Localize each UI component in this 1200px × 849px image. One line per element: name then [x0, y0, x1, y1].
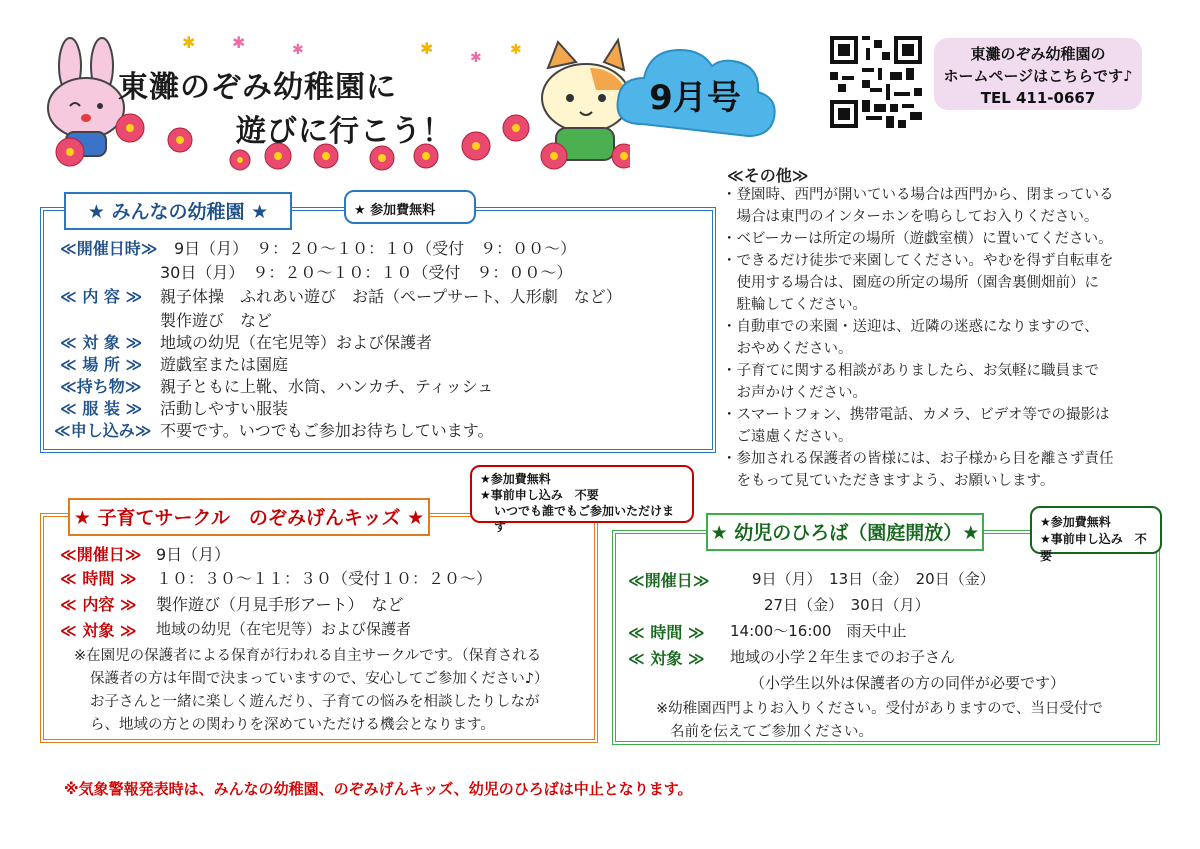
hiroba-text-date1: 9日（月） 13日（金） 20日（金） [752, 570, 995, 588]
sparkle-stars [182, 33, 522, 66]
minna-text-content2: 製作遊び など [160, 311, 273, 330]
hiroba-bubble-line2: ★事前申し込み 不要 [1040, 532, 1147, 563]
minna-text-items: 親子ともに上靴、水筒、ハンカチ、ティッシュ [160, 377, 494, 396]
circle-bubble-line3: いつでも誰でもご参加いただけます [494, 504, 675, 534]
issue-label: 9月号 [649, 78, 741, 118]
other-line: ・参加される保護者の皆様には、お子様から目を離さず責任 [722, 451, 1114, 467]
hiroba-text-time: 14:00～16:00 雨天中止 [730, 622, 907, 640]
title-line2: 遊びに行こう！ [236, 114, 453, 149]
hiroba-label-time: ≪ 時間 ≫ [628, 623, 705, 642]
svg-text:✱: ✱ [510, 42, 522, 58]
svg-text:✱: ✱ [182, 33, 196, 52]
qr-code-icon[interactable] [830, 36, 922, 128]
circle-note: ※在園児の保護者による保育が行われる自主サークルです。（保育される [74, 648, 542, 664]
other-line: ・できるだけ徒歩で来園してください。やむを得ず自転車を [722, 253, 1114, 269]
other-line: ・自動車での来園・送迎は、近隣の迷惑になりますので、 [722, 319, 1099, 335]
hp-phone: TEL 411-0667 [980, 89, 1096, 107]
other-heading: ≪その他≫ [727, 166, 809, 185]
footer-warning: ※気象警報発表時は、みんなの幼稚園、のぞみげんキッズ、幼児のひろばは中止となります。 [64, 780, 693, 798]
other-line: ・スマートフォン、携帯電話、カメラ、ビデオ等での撮影は [722, 407, 1110, 423]
minna-text-target: 地域の幼児（在宅児等）および保護者 [160, 333, 433, 352]
circle-text-content: 製作遊び（月見手形アート） など [156, 595, 404, 614]
other-line: おやめください。 [722, 341, 853, 357]
rabbit-icon [48, 38, 124, 156]
minna-text-date2: 30日（月） ９：２０～１０：１０（受付 ９：００～） [160, 263, 573, 282]
circle-text-target: 地域の幼児（在宅児等）および保護者 [156, 620, 412, 638]
title-line1: 東灘のぞみ幼稚園に [118, 70, 397, 105]
other-line: をもって見ていただきますよう、お願いします。 [722, 473, 1055, 489]
hiroba-bubble-line1: ★参加費無料 [1040, 515, 1111, 529]
other-line: 場合は東門のインターホンを鳴らしてお入りください。 [722, 209, 1099, 225]
svg-text:✱: ✱ [470, 50, 482, 66]
other-line: 使用する場合は、園庭の所定の場所（園舎裏側畑前）に [722, 275, 1099, 291]
circle-info-bubble [470, 465, 694, 534]
minna-title: ★ みんなの幼稚園 ★ [64, 192, 292, 230]
circle-title: ★ 子育てサークル のぞみげんキッズ ★ [68, 498, 430, 536]
minna-label-clothes: ≪ 服 装 ≫ [60, 399, 143, 418]
hiroba-title: ★ 幼児のひろば（園庭開放）★ [706, 513, 984, 551]
minna-label-date: ≪開催日時≫ [60, 239, 158, 258]
circle-note: 保護者の方は年間で決まっていますので、安心してご参加ください♪） [90, 671, 549, 687]
circle-label-date: ≪開催日≫ [60, 545, 142, 564]
minna-label-place: ≪ 場 所 ≫ [60, 355, 143, 374]
homepage-info [934, 38, 1142, 110]
minna-label-target: ≪ 対 象 ≫ [60, 333, 143, 352]
hiroba-label-date: ≪開催日≫ [628, 571, 710, 590]
minna-label-items: ≪持ち物≫ [60, 377, 142, 396]
circle-note: ら、地域の方との関わりを深めていただける機会となります。 [90, 717, 495, 733]
circle-label-content: ≪ 内容 ≫ [60, 595, 137, 614]
hp-line1: 東灘のぞみ幼稚園の [970, 45, 1106, 63]
hiroba-info-bubble [1030, 506, 1162, 563]
page-title [118, 66, 453, 154]
other-line: お声かけください。 [722, 385, 867, 401]
circle-text-time: １０：３０～１１：３０（受付１０：２０～） [156, 569, 493, 588]
minna-fee-bubble: ★ 参加費無料 [344, 190, 476, 224]
circle-label-target: ≪ 対象 ≫ [60, 621, 137, 640]
svg-text:✱: ✱ [292, 42, 304, 58]
svg-text:✱: ✱ [420, 39, 434, 58]
hiroba-note: ※幼稚園西門よりお入りください。受付がありますので、当日受付で [656, 701, 1103, 717]
minna-label-content: ≪ 内 容 ≫ [60, 287, 143, 306]
minna-text-content1: 親子体操 ふれあい遊び お話（ペープサート、人形劇 など） [160, 287, 622, 306]
hiroba-label-target: ≪ 対象 ≫ [628, 649, 705, 668]
minna-label-apply: ≪申し込み≫ [54, 421, 152, 440]
hiroba-text-target1: 地域の小学２年生までのお子さん [730, 648, 956, 666]
hiroba-note: 名前を伝えてご参加ください。 [670, 724, 873, 740]
other-line: ご遠慮ください。 [722, 429, 853, 445]
circle-note: お子さんと一緒に楽しく遊んだり、子育ての悩みを相談したりしなが [90, 694, 540, 710]
circle-bubble-line2: ★事前申し込み 不要 [480, 488, 599, 502]
other-line: ・ベビーカーは所定の場所（遊戯室横）に置いてください。 [722, 231, 1113, 247]
svg-text:✱: ✱ [232, 33, 246, 52]
minna-text-date1: 9日（月） ９：２０～１０：１０（受付 ９：００～） [174, 239, 577, 258]
other-line: 駐輪してください。 [722, 297, 867, 313]
minna-text-apply: 不要です。いつでもご参加お待ちしています。 [160, 421, 494, 440]
minna-text-place: 遊戯室または園庭 [160, 355, 289, 374]
other-line: ・登園時、西門が開いている場合は西門から、閉まっている [722, 187, 1114, 203]
circle-label-time: ≪ 時間 ≫ [60, 569, 137, 588]
circle-text-date: 9日（月） [156, 545, 231, 564]
minna-text-clothes: 活動しやすい服装 [160, 399, 289, 418]
other-line: ・子育てに関する相談がありましたら、お気軽に職員まで [722, 363, 1099, 379]
hiroba-text-date2: 27日（金） 30日（月） [764, 596, 930, 614]
hp-line2: ホームページはこちらです♪ [943, 67, 1133, 85]
hiroba-text-target2: （小学生以外は保護者の方の同伴が必要です） [750, 674, 1066, 692]
circle-bubble-line1: ★参加費無料 [480, 472, 551, 486]
